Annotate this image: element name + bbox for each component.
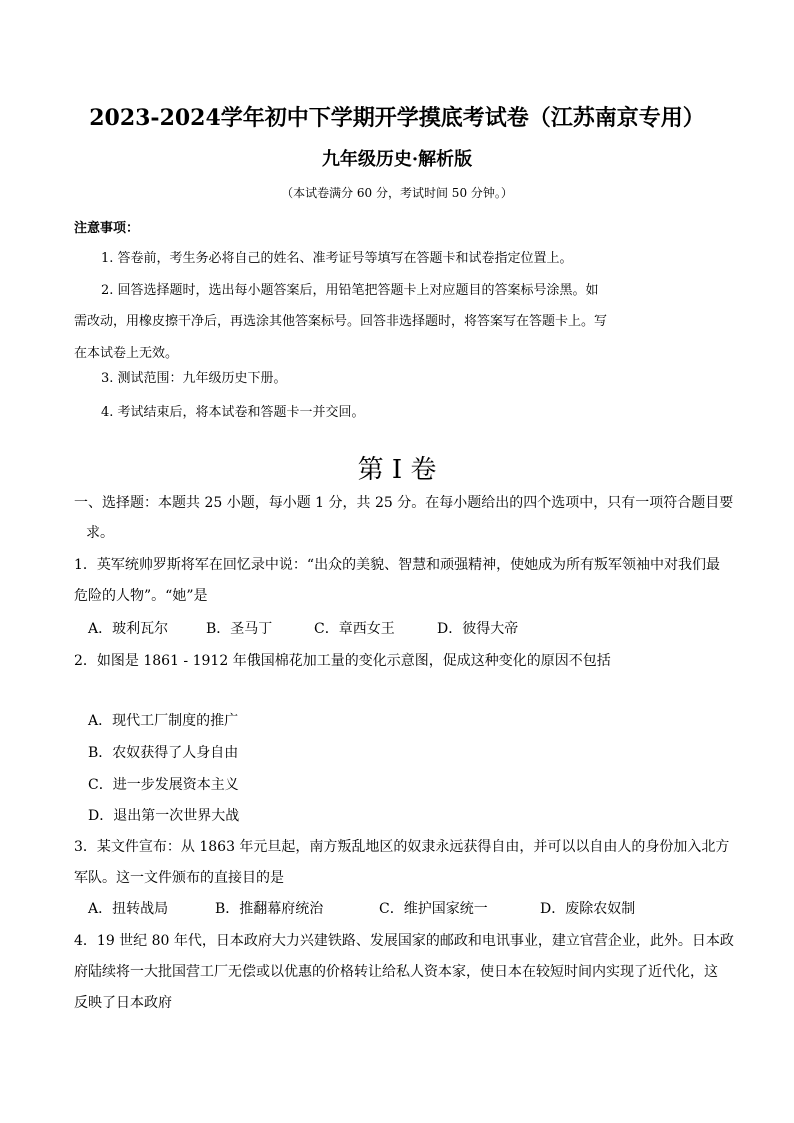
question-1-line-2: 危险的人物”。“她”是 <box>74 588 208 604</box>
question-2-option-d: D．退出第一次世界大战 <box>88 808 240 824</box>
question-2-option-c: C．进一步发展资本主义 <box>88 777 239 793</box>
exam-subtitle: 九年级历史·解析版 <box>321 149 473 170</box>
question-4-line-1: 4．19 世纪 80 年代，日本政府大力兴建铁路、发展国家的邮政和电讯事业，建立官营企业，此外。日本政 <box>74 933 734 949</box>
question-3-line-1: 3．某文件宣布：从 1863 年元旦起，南方叛乱地区的奴隶永远获得自由，并可以以自由人的身份加入北方 <box>74 839 730 855</box>
question-3-option-d: D．废除农奴制 <box>540 901 636 917</box>
section-title: 第 I 卷 <box>357 455 437 485</box>
question-3-option-b: B．推翻幕府统治 <box>215 901 324 917</box>
notice-item-3: 3. 测试范围：九年级历史下册。 <box>101 371 287 386</box>
section-instruction-line-2: 求。 <box>86 525 114 541</box>
question-1-option-c: C．章西女王 <box>314 621 395 637</box>
notice-item-1: 1. 答卷前，考生务必将自己的姓名、准考证号等填写在答题卡和试卷指定位置上。 <box>101 251 573 266</box>
question-1-line-1: 1．英军统帅罗斯将军在回忆录中说：“出众的美貌、智慧和顽强精神，使她成为所有叛军领袖中对我们最 <box>74 557 721 573</box>
question-3-option-c: C．维护国家统一 <box>379 901 488 917</box>
notice-heading: 注意事项： <box>74 221 140 236</box>
notice-item-2-line-2: 需改动，用橡皮擦干净后，再选涂其他答案标号。回答非选择题时，将答案写在答题卡上。写 <box>74 314 608 329</box>
notice-item-4: 4. 考试结束后，将本试卷和答题卡一并交回。 <box>101 405 365 420</box>
notice-item-2-line-1: 2. 回答选择题时，选出每小题答案后，用铅笔把答题卡上对应题目的答案标号涂黑。如 <box>101 283 599 298</box>
score-info: （本试卷满分 60 分，考试时间 50 分钟。） <box>281 186 513 200</box>
question-2-option-a: A．现代工厂制度的推广 <box>88 713 239 729</box>
question-4-line-2: 府陆续将一大批国营工厂无偿或以优惠的价格转让给私人资本家，使日本在较短时间内实现了近代化，这 <box>74 964 718 980</box>
question-1-option-a: A．玻利瓦尔 <box>88 621 169 637</box>
question-3-option-a: A．扭转战局 <box>88 901 169 917</box>
question-2-line-1: 2．如图是 1861 - 1912 年俄国棉花加工量的变化示意图，促成这种变化的原因不包括 <box>74 653 611 669</box>
question-2-option-b: B．农奴获得了人身自由 <box>88 745 239 761</box>
question-3-line-2: 军队。这一文件颁布的直接目的是 <box>74 870 284 886</box>
exam-title: 2023-2024学年初中下学期开学摸底考试卷（江苏南京专用） <box>89 105 705 131</box>
question-1-option-d: D．彼得大帝 <box>437 621 519 637</box>
question-1-option-b: B．圣马丁 <box>206 621 273 637</box>
question-4-line-3: 反映了日本政府 <box>74 995 172 1011</box>
section-instruction-line-1: 一、选择题：本题共 25 小题，每小题 1 分，共 25 分。在每小题给出的四个选项中，只有一项符合题目要 <box>74 495 734 511</box>
notice-item-2-line-3: 在本试卷上无效。 <box>74 346 179 361</box>
